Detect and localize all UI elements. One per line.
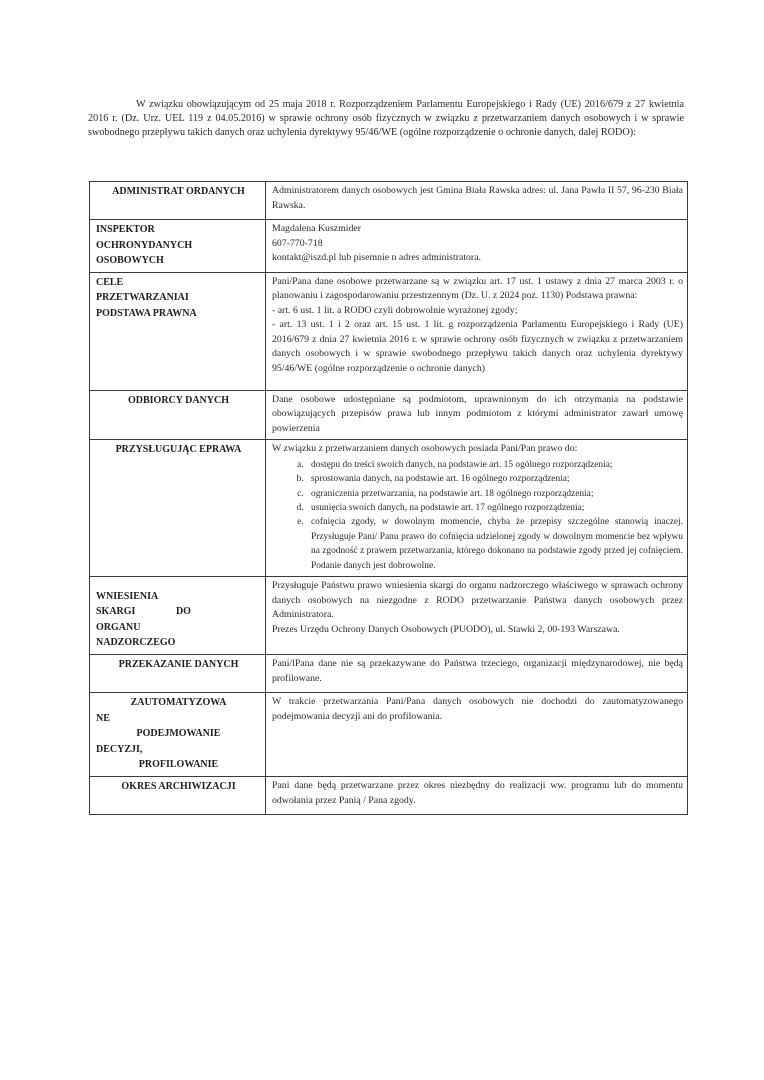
- rights-lead: W związku z przetwarzaniem danych osobowych posiada Pani/Pan prawo do:: [272, 443, 578, 455]
- value-administrator: Administratorem danych osobowych jest Gmina Biała Rawska adres: ul. Jana Pawła II 57, 96-230 Biała Rawska.: [266, 182, 688, 220]
- legal-basis-consent: - art. 6 ust. 1 lit. a RODO czyli dobrowolnie wyrażonej zgody;: [272, 304, 518, 316]
- value-retention: Pani dane będą przetwarzane przez okres niezbędny do realizacji ww. programu lub do momentu odwołania przez Panią / Pana zgody.: [266, 777, 688, 815]
- label-automated-line-3: PODEJMOWANIE: [136, 728, 221, 740]
- row-administrator: [90, 182, 688, 220]
- inspector-phone: 607-770-718: [272, 237, 323, 249]
- rodo-information-table: [89, 181, 688, 815]
- row-purposes: [90, 272, 688, 390]
- value-inspector: [266, 220, 688, 273]
- label-purposes-line-2: PRZETWARZANIAI: [96, 292, 189, 304]
- label-inspector-line-1: INSPEKTOR: [96, 224, 155, 235]
- label-purposes-line-3: PODSTAWA PRAWNA: [96, 307, 197, 319]
- label-complaint-line-1: WNIESIENIA: [96, 590, 159, 602]
- right-item: b. sprostowania danych, na podstawie art. 16 ogólnego rozporządzenia;: [306, 472, 683, 486]
- label-inspector: [90, 220, 266, 273]
- label-purposes-line-1: CELE: [96, 276, 124, 288]
- label-transfer: PRZEKAZANIE DANYCH: [90, 655, 266, 693]
- inspector-email: kontakt@iszd.pl lub pisemnie n adres administratora.: [272, 252, 481, 263]
- right-item: e. cofnięcia zgody, w dowolnym momencie, chyba że przepisy szczególne stanowią inaczej. Przysługuje Pani/ Panu prawo do cofnięcia udzielonej zgody w dowolnym momencie bez wpływu na zgodność z prawem przetwarzania, którego dokonano na podstawie zgody przed jej cofnięciem. Podanie danych jest dobrowolne.: [306, 515, 683, 573]
- value-transfer: Pani/lPana dane nie są przekazywane do Państwa trzeciego, organizacji międzynarodowej, nie będą profilowane.: [266, 655, 688, 693]
- legal-basis-gdpr: - art. 13 ust. 1 i 2 oraz art. 15 ust. 1 lit. g rozporządzenia Parlamentu Europejskiego i Rady (UE) 2016/679 z dnia 27 kwietnia 2016 r. w sprawie ochrony osób fizycznych w związku z przetwarzaniem danych osobowych i w sprawie swobodnego przepływu takich danych oraz uchylenia dyrektywy 95/46/WE (ogólne rozporządzenie o ochronie danych): [272, 319, 683, 374]
- label-complaint-line-2: SKARGI DO: [96, 606, 191, 618]
- label-inspector-line-2: OCHRONYDANYCH: [96, 239, 193, 251]
- inspector-name: Magdalena Kuszmider: [272, 223, 361, 234]
- value-recipients: Dane osobowe udostępniane są podmiotom, uprawnionym do ich otrzymania na podstawie obowiązujących przepisów prawa lub innym podmiotom z którymi administrator zawarł umowę powierzenia: [266, 390, 688, 440]
- label-administrator: ADMINISTRAT ORDANYCH: [90, 182, 266, 220]
- row-recipients: [90, 390, 688, 440]
- right-item: a. dostępu do treści swoich danych, na podstawie art. 15 ogólnego rozporządzenia;: [306, 458, 683, 472]
- label-automated-decisions: [90, 693, 266, 777]
- value-rights: [266, 440, 688, 577]
- supervisory-authority: Prezes Urzędu Ochrony Danych Osobowych (PUODO), ul. Stawki 2, 00-193 Warszawa.: [272, 623, 620, 635]
- value-automated-decisions: W trakcie przetwarzania Pani/Pana danych osobowych nie dochodzi do zautomatyzowanego podejmowania decyzji ani do profilowania.: [266, 693, 688, 777]
- right-item: c. ograniczenia przetwarzania, na podstawie art. 18 ogólnego rozporządzenia;: [306, 487, 683, 501]
- label-complaint: [90, 577, 266, 655]
- label-automated-line-1: ZAUTOMATYZOWA: [130, 697, 227, 709]
- row-inspector: [90, 220, 688, 273]
- row-automated-decisions: [90, 693, 688, 777]
- label-automated-line-4: DECYZJI,: [96, 743, 143, 755]
- label-retention: OKRES ARCHIWIZACJI: [90, 777, 266, 815]
- label-recipients: ODBIORCY DANYCH: [90, 390, 266, 440]
- purposes-text: Pani/Pana dane osobowe przetwarzane są w związku art. 17 ust. 1 ustawy z dnia 27 marca 2003 r. o planowaniu i zagospodarowaniu przestrzennym (Dz. U. z 2024 poz. 1130) Podstawa prawna:: [272, 275, 683, 302]
- label-rights: PRZYSŁUGUJĄC EPRAWA: [90, 440, 266, 577]
- label-automated-line-5: PROFILOWANIE: [138, 759, 219, 771]
- right-item: d. usunięcia swoich danych, na podstawie art. 17 ogólnego rozporządzenia;: [306, 501, 683, 515]
- value-purposes: [266, 272, 688, 390]
- label-purposes: [90, 272, 266, 390]
- row-transfer: [90, 655, 688, 693]
- value-complaint: [266, 577, 688, 655]
- label-automated-line-2: NE: [96, 712, 110, 724]
- row-complaint: [90, 577, 688, 655]
- label-complaint-line-4: NADZORCZEGO: [96, 637, 176, 649]
- complaint-text: Przysługuje Państwu prawo wniesienia skargi do organu nadzorczego właściwego w sprawach ochrony danych osobowych na niezgodne z RODO przetwarzanie Państwa danych osobowych przez Administratora.: [272, 580, 683, 621]
- row-rights: [90, 440, 688, 577]
- label-complaint-line-3: ORGANU: [96, 621, 141, 633]
- row-retention: [90, 777, 688, 815]
- label-inspector-line-3: OSOBOWYCH: [96, 255, 164, 267]
- rights-list: [272, 458, 683, 573]
- intro-paragraph: W związku obowiązującym od 25 maja 2018 r. Rozporządzeniem Parlamentu Europejskiego i Rady (UE) 2016/679 z 27 kwietnia 2016 r. (Dz. Urz. UEL 119 z 04.05.2016) w sprawie ochrony osób fizycznych w związku z przetwarzaniem danych osobowych i w sprawie swobodnego przepływu takich danych oraz uchylenia dyrektywy 95/46/WE (ogólne rozporządzenie o ochronie danych, dalej RODO):: [88, 99, 684, 139]
